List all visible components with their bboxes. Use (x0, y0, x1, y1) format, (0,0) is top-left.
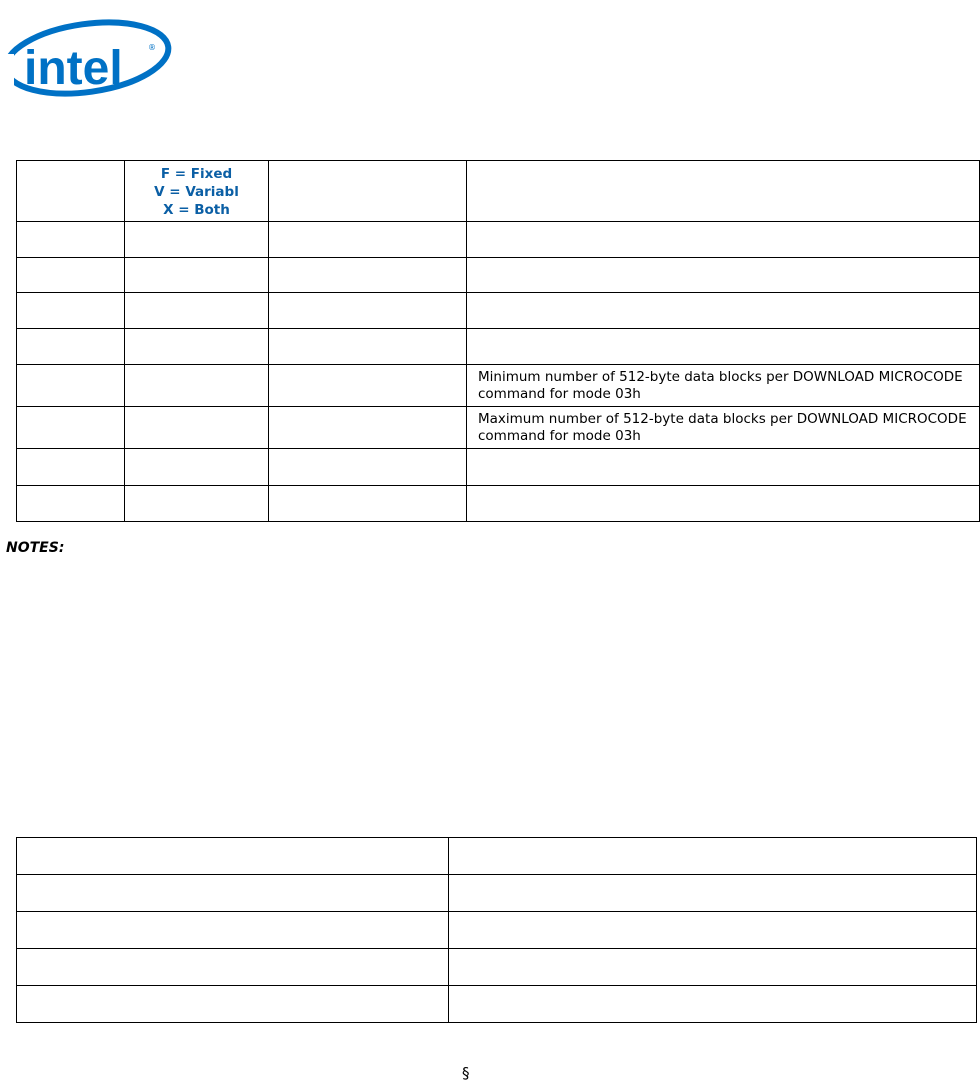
table-row (17, 949, 977, 986)
table-header-row (17, 161, 980, 222)
type-legend-header: F = Fixed V = Variabl X = Both (125, 161, 269, 222)
table-row (17, 986, 977, 1023)
secondary-table (16, 837, 977, 1023)
table-row (17, 293, 980, 329)
section-end-mark: § (462, 1064, 470, 1082)
table-row (17, 222, 980, 258)
table-row: Maximum number of 512-byte data blocks per DOWNLOAD MICROCODE command for mode 03h (17, 407, 980, 449)
table-row: Minimum number of 512-byte data blocks per DOWNLOAD MICROCODE command for mode 03h (17, 365, 980, 407)
table-row (17, 486, 980, 522)
table-row (17, 258, 980, 293)
table-row (17, 329, 980, 365)
intel-logo (0, 18, 174, 98)
notes-label: NOTES: (6, 540, 65, 556)
svg-text:intel: intel (24, 42, 123, 95)
table-row (17, 875, 977, 912)
parameter-table (16, 160, 980, 522)
table-row (17, 449, 980, 486)
svg-text:®: ® (148, 43, 156, 52)
table-row (17, 912, 977, 949)
table-row (17, 838, 977, 875)
